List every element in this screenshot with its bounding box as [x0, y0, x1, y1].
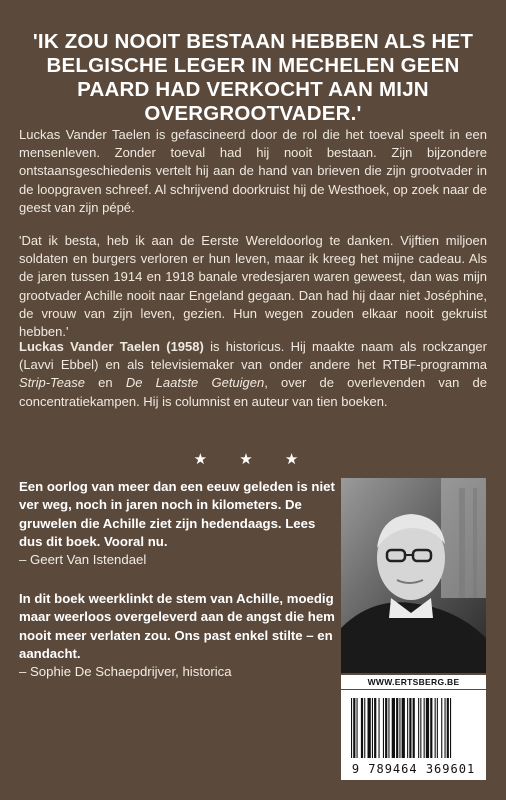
review-quote: [19, 478, 337, 569]
headline-quote: 'IK ZOU NOOIT BESTAAN HEBBEN ALS HET BELGISCHE LEGER IN MECHELEN GEEN PAARD HAD VERKOCHT AAN MIJN OVERGROOTVADER.': [32, 30, 474, 125]
author-bio: [19, 338, 487, 411]
star-separator: ★ ★ ★: [193, 451, 313, 468]
bio-text-c: , over de overlevenden van de concentratiekampen. Hij is columnist en auteur van tien boeken.: [19, 375, 488, 409]
bio-text-a: is historicus. Hij maakte naam als rockzanger (Lavvi Ebbel) en als televisiemaker van onder andere het RTBF-programma: [19, 339, 487, 373]
excerpt-paragraph: 'Dat ik besta, heb ik aan de Eerste Wereldoorlog te danken. Vijftien miljoen soldaten en burgers verloren er hun leven, maar ik kreeg het mijne cadeau. Als de jaren tussen 1914 en 1918 banale vredesjaren waren geweest, dan was mijn grootvader Achille nooit naar Engeland gegaan. Dan had hij daar niet Joséphine, de vrouw van zijn leven, gezien. Hun wegen zouden elkaar nooit gekruist hebben.': [19, 233, 487, 340]
barcode-icon: [341, 690, 486, 762]
author-portrait-image: [341, 478, 486, 673]
isbn-barcode: [341, 690, 486, 780]
author-photo: [341, 478, 486, 673]
program-title-2: De Laatste Getuigen: [125, 375, 265, 391]
review-quote: [19, 590, 337, 681]
isbn-number: 9 789464 369601: [351, 762, 476, 776]
publisher-website: WWW.ERTSBERG.BE: [341, 675, 486, 689]
author-name: Luckas Vander Taelen (1958): [19, 339, 204, 354]
quote-author: – Geert Van Istendael: [19, 552, 147, 568]
program-title: Strip-Tease: [19, 375, 85, 391]
quote-author: – Sophie De Schaepdrijver, historica: [19, 664, 232, 680]
bio-text-b: en: [85, 375, 126, 391]
quote-text: Een oorlog van meer dan een eeuw geleden is niet ver weg, noch in jaren noch in kilometers. De gruwelen die Achille ziet zijn hedendaags. Lees dus dit boek. Vooral nu.: [19, 479, 335, 549]
intro-paragraph: Luckas Vander Taelen is gefascineerd door de rol die het toeval speelt in een mensenleven. Zonder toeval had hij nooit bestaan. Zijn bijzondere ontstaansgeschiedenis vertelt hij aan de hand van brieven die zijn grootvader in de loopgraven schreef. Al schrijvend doorkruist hij de Westhoek, op zoek naar de geest van zijn pépé.: [19, 127, 487, 215]
quote-text: In dit boek weerklinkt de stem van Achille, moedig maar weerloos overgeleverd aan de angst die hem nooit meer verlaten zou. Ons past enkel stilte – en aandacht.: [19, 591, 335, 661]
